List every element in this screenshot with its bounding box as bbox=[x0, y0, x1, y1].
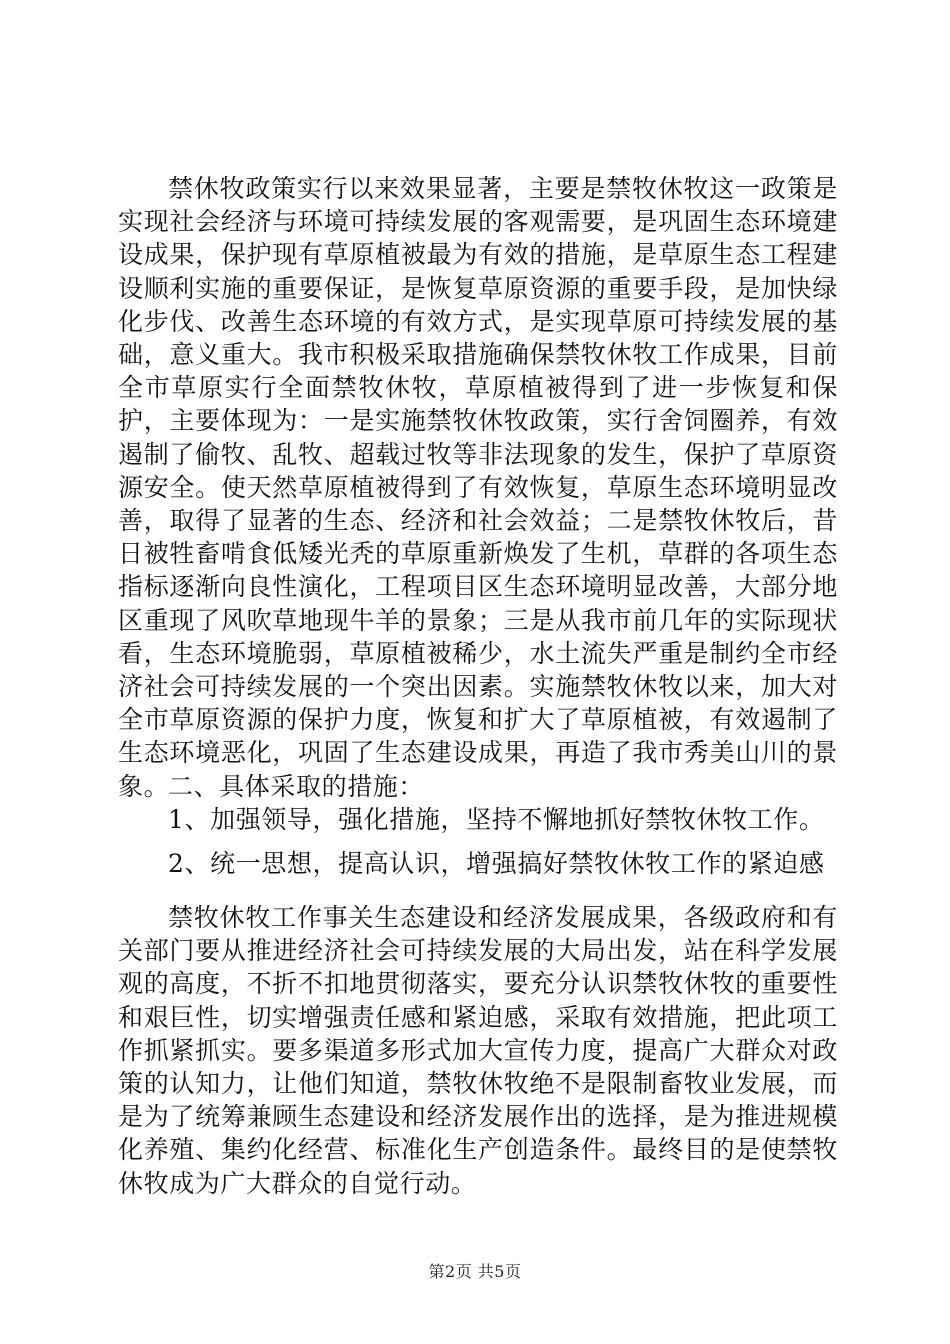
body-paragraph-1: 禁休牧政策实行以来效果显著，主要是禁牧休牧这一政策是实现社会经济与环境可持续发展的客观需要，是巩固生态环境建设成果，保护现有草原植被最为有效的措施，是草原生态工程建设顺利实施的重要保证，是恢复草原资源的重要手段，是加快绿化步伐、改善生态环境的有效方式，是实现草原可持续发展的基础，意义重大。我市积极采取措施确保禁牧休牧工作成果，目前全市草原实行全面禁牧休牧，草原植被得到了进一步恢复和保护，主要体现为：一是实施禁牧休牧政策，实行舍饲圈养，有效遏制了偷牧、乱牧、超载过牧等非法现象的发生，保护了草原资源安全。使天然草原植被得到了有效恢复，草原生态环境明显改善，取得了显著的生态、经济和社会效益；二是禁牧休牧后，昔日被牲畜啃食低矮光秃的草原重新焕发了生机，草群的各项生态指标逐渐向良性演化，工程项目区生态环境明显改善，大部分地区重现了风吹草地现牛羊的景象；三是从我市前几年的实际现状看，生态环境脆弱，草原植被稀少，水土流失严重是制约全市经济社会可持续发展的一个突出因素。实施禁牧休牧以来，加大对全市草原资源的保护力度，恢复和扩大了草原植被，有效遏制了生态环境恶化，巩固了生态建设成果，再造了我市秀美山川的景象。 bbox=[118, 174, 838, 801]
body-paragraph-2: 禁牧休牧工作事关生态建设和经济发展成果，各级政府和有关部门要从推进经济社会可持续发展的大局出发，站在科学发展观的高度，不折不扣地贯彻落实，要充分认识禁牧休牧的重要性和艰巨性，切实增强责任感和紧迫感，采取有效措施，把此项工作抓紧抓实。要多渠道多形式加大宣传力度，提高广大群众对政策的认知力，让他们知道，禁牧休牧绝不是限制畜牧业发展，而是为了统筹兼顾生态建设和经济发展作出的选择，是为推进规模化养殖、集约化经营、标准化生产创造条件。最终目的是使禁牧休牧成为广大群众的自觉行动。 bbox=[118, 903, 838, 1198]
measure-item-2: 2、统一思想，提高认识，增强搞好禁牧休牧工作的紧迫感 bbox=[168, 849, 825, 878]
page-number-footer: 第2页 共5页 bbox=[428, 1262, 522, 1281]
section-heading-2: 二、具体采取的措施： bbox=[168, 772, 425, 801]
measure-item-1: 1、加强领导，强化措施，坚持不懈地抓好禁牧休牧工作。 bbox=[168, 805, 825, 834]
